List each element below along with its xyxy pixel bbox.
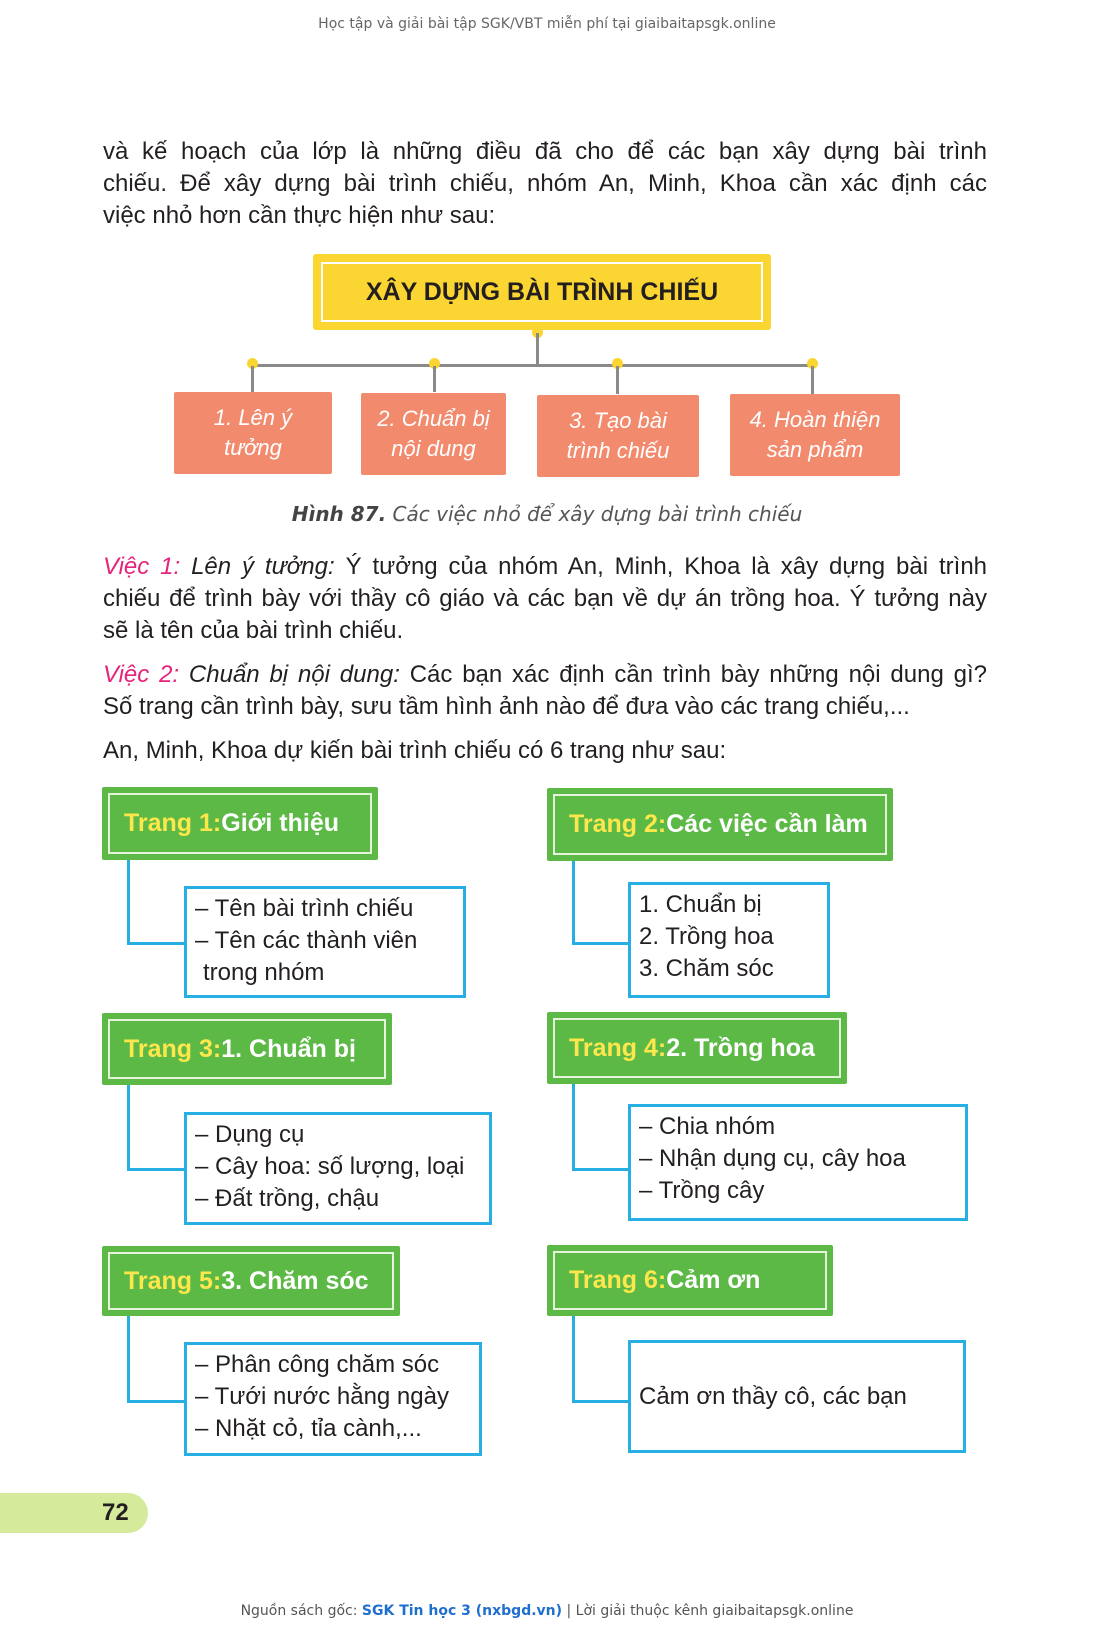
connector-line <box>616 366 619 394</box>
task-box-1: 1. Lên ý tưởng <box>174 392 332 474</box>
page-3-header: Trang 3: 1. Chuẩn bị <box>102 1013 392 1085</box>
connector-line <box>572 1400 628 1403</box>
viec-1-line-2: chiếu để trình bày với thầy cô giáo và các bạn về dự án trồng hoa. Ý tưởng này <box>103 585 987 612</box>
page-3-content: – Dụng cụ – Cây hoa: số lượng, loại – Đất trồng, chậu <box>184 1112 492 1225</box>
viec-2-line-1: Việc 2: Chuẩn bị nội dung: Các bạn xác định cần trình bày những nội dung gì? <box>103 661 987 688</box>
connector-line <box>127 1168 184 1171</box>
connector-line <box>536 333 539 365</box>
source-link[interactable]: SGK Tin học 3 (nxbgd.vn) <box>361 1603 563 1619</box>
connector-line <box>572 942 628 945</box>
page-header: Học tập và giải bài tập SGK/VBT miễn phí tại giaibaitapsgk.online <box>318 16 776 32</box>
page-1-header: Trang 1: Giới thiệu <box>102 787 378 860</box>
connector-line <box>252 364 812 367</box>
viec-1-line-3: sẽ là tên của bài trình chiếu. <box>103 617 404 644</box>
main-task-box <box>313 254 771 330</box>
page-footer: Nguồn sách gốc: SGK Tin học 3 (nxbgd.vn) | Lời giải thuộc kênh giaibaitapsgk.online <box>240 1603 854 1619</box>
main-task-label: XÂY DỰNG BÀI TRÌNH CHIẾU <box>321 262 763 322</box>
task-box-4: 4. Hoàn thiện sản phẩm <box>730 394 900 476</box>
task-box-2: 2. Chuẩn bị nội dung <box>361 393 506 475</box>
page-1-content: – Tên bài trình chiếu – Tên các thành viên trong nhóm <box>184 886 466 998</box>
page-6-content: Cảm ơn thầy cô, các bạn <box>628 1340 966 1453</box>
task-box-3: 3. Tạo bài trình chiếu <box>537 395 699 477</box>
connector-line <box>127 942 184 945</box>
page-4-content: – Chia nhóm – Nhận dụng cụ, cây hoa – Trồng cây <box>628 1104 968 1221</box>
intro-line-3: việc nhỏ hơn cần thực hiện như sau: <box>103 202 496 229</box>
page-5-content: – Phân công chăm sóc – Tưới nước hằng ngày – Nhặt cỏ, tỉa cành,... <box>184 1342 482 1456</box>
connector-line <box>251 366 254 392</box>
viec-1-line-1: Việc 1: Lên ý tưởng: Ý tưởng của nhóm An, Minh, Khoa là xây dựng bài trình <box>103 553 988 580</box>
connector-line <box>127 860 130 944</box>
intro-line-2: chiếu. Để xây dựng bài trình chiếu, nhóm An, Minh, Khoa cần xác định các <box>103 170 987 197</box>
page-6-header: Trang 6: Cảm ơn <box>547 1245 833 1316</box>
page-5-header: Trang 5: 3. Chăm sóc <box>102 1246 400 1316</box>
page-2-header: Trang 2: Các việc cần làm <box>547 788 893 861</box>
connector-line <box>572 861 575 944</box>
connector-line <box>127 1085 130 1170</box>
figure-caption: Hình 87. Các việc nhỏ để xây dựng bài trình chiếu <box>291 502 803 526</box>
viec-2-line-2: Số trang cần trình bày, sưu tầm hình ảnh nào để đưa vào các trang chiếu,... <box>103 693 910 720</box>
connector-line <box>572 1084 575 1170</box>
connector-line <box>811 366 814 394</box>
intro-line-1: và kế hoạch của lớp là những điều đã cho để các bạn xây dựng bài trình <box>103 138 987 165</box>
connector-line <box>127 1400 184 1403</box>
page-number-tab <box>0 1493 148 1533</box>
connector-line <box>433 366 436 392</box>
connector-line <box>127 1316 130 1402</box>
page-2-content: 1. Chuẩn bị 2. Trồng hoa 3. Chăm sóc <box>628 882 830 998</box>
plan-intro: An, Minh, Khoa dự kiến bài trình chiếu có 6 trang như sau: <box>103 737 727 764</box>
page-number: 72 <box>102 1499 129 1526</box>
connector-line <box>572 1168 628 1171</box>
connector-line <box>572 1316 575 1402</box>
page-4-header: Trang 4: 2. Trồng hoa <box>547 1012 847 1084</box>
